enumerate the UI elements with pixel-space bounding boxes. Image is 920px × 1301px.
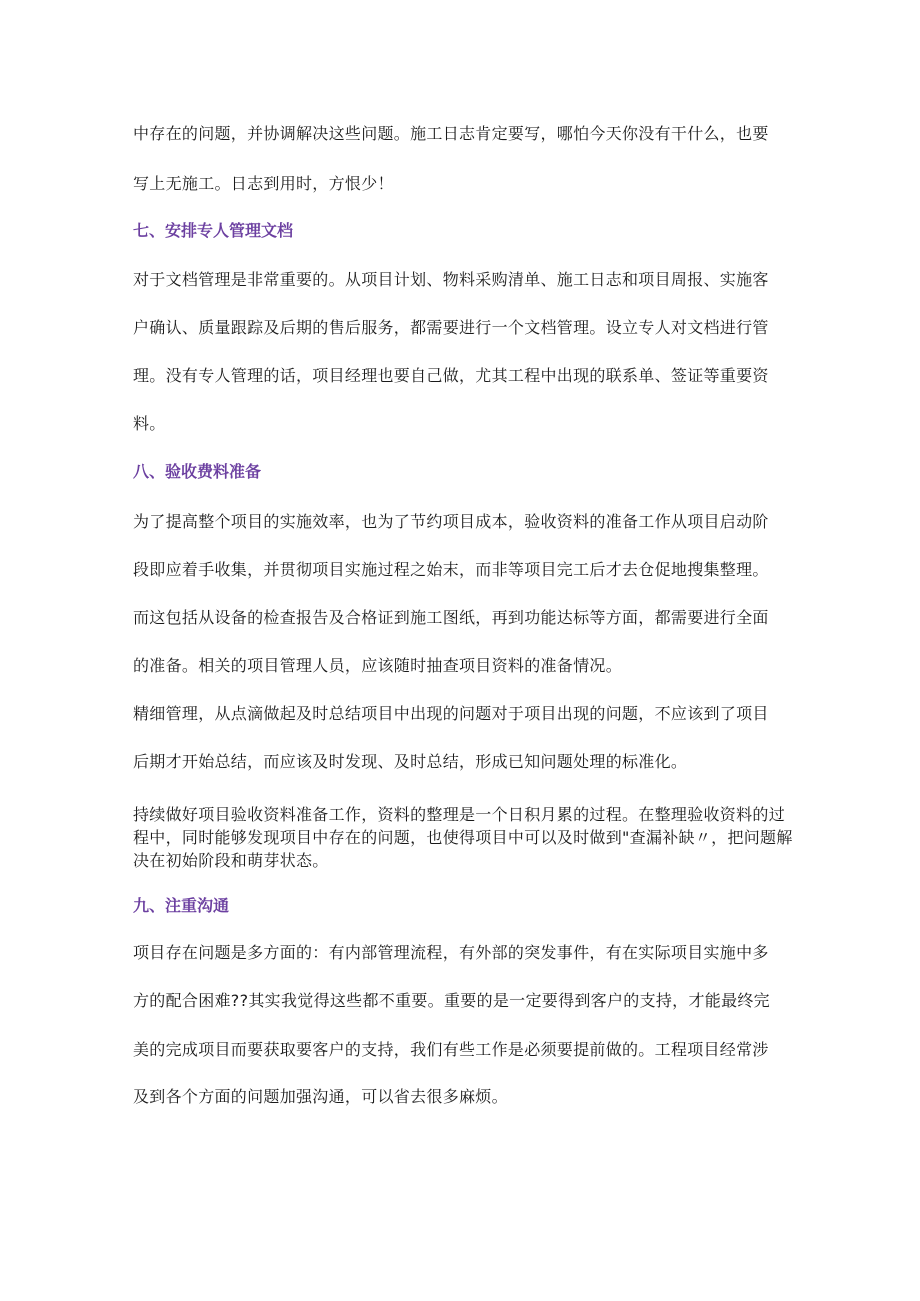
intro-line-1: 中存在的问题，并协调解决这些问题。施工日志肯定要写，哪怕今天你没有干什么，也要 xyxy=(133,124,769,143)
section-9-line-2: 方的配合困难??其实我觉得这些都不重要。重要的是一定要得到客户的支持，才能最终完 xyxy=(133,991,770,1010)
section-8-line-3: 而这包括从设备的检查报告及合格证到施工图纸，再到功能达标等方面，都需要进行全面 xyxy=(133,608,769,627)
section-7-heading: 七、安排专人管理文档 xyxy=(133,221,294,240)
section-7-line-2: 户确认、质量跟踪及后期的售后服务，都需要进行一个文档管理。设立专人对文档进行管 xyxy=(133,318,769,337)
section-7-line-1: 对于文档管理是非常重要的。从项目计划、物料采购清单、施工日志和项目周报、实施客 xyxy=(133,270,769,289)
section-9-line-3: 美的完成项目而要获取要客户的支持，我们有些工作是必须要提前做的。工程项目经常涉 xyxy=(133,1040,769,1059)
section-8-heading: 八、验收费料准备 xyxy=(133,462,262,481)
section-9-line-4: 及到各个方面的问题加强沟通，可以省去很多麻烦。 xyxy=(133,1087,508,1106)
section-8-line-1: 为了提高整个项目的实施效率，也为了节约项目成本，验收资料的准备工作从项目启动阶 xyxy=(133,512,769,531)
section-9-heading: 九、注重沟通 xyxy=(133,896,230,915)
section-7-line-4: 料。 xyxy=(133,414,166,433)
section-9-line-1: 项目存在问题是多方面的：有内部管理流程，有外部的突发事件，有在实际项目实施中多 xyxy=(133,943,769,962)
section-8-line-2: 段即应着手收集，并贯彻项目实施过程之始末，而非等项目完工后才去仓促地搜集整理。 xyxy=(133,560,769,579)
section-8-paragraph: 持续做好项目验收资料准备工作，资料的整理是一个日积月累的过程。在整理验收资料的过程中，同时能够发现项目中存在的问题，也使得项目中可以及时做到"查漏补缺〃，把问题解决在初始阶段和萌芽状态。 xyxy=(133,805,793,870)
intro-line-2: 写上无施工。日志到用时，方恨少！ xyxy=(133,174,394,193)
section-8-line-6: 后期才开始总结，而应该及时发现、及时总结，形成已知问题处理的标准化。 xyxy=(133,752,688,771)
section-8-line-4: 的准备。相关的项目管理人员，应该随时抽查项目资料的准备情况。 xyxy=(133,656,623,675)
section-8-line-5: 精细管理，从点滴做起及时总结项目中出现的问题对于项目出现的问题，不应该到了项目 xyxy=(133,704,769,723)
section-7-line-3: 理。没有专人管理的话，项目经理也要自己做，尤其工程中出现的联系单、签证等重要资 xyxy=(133,366,769,385)
